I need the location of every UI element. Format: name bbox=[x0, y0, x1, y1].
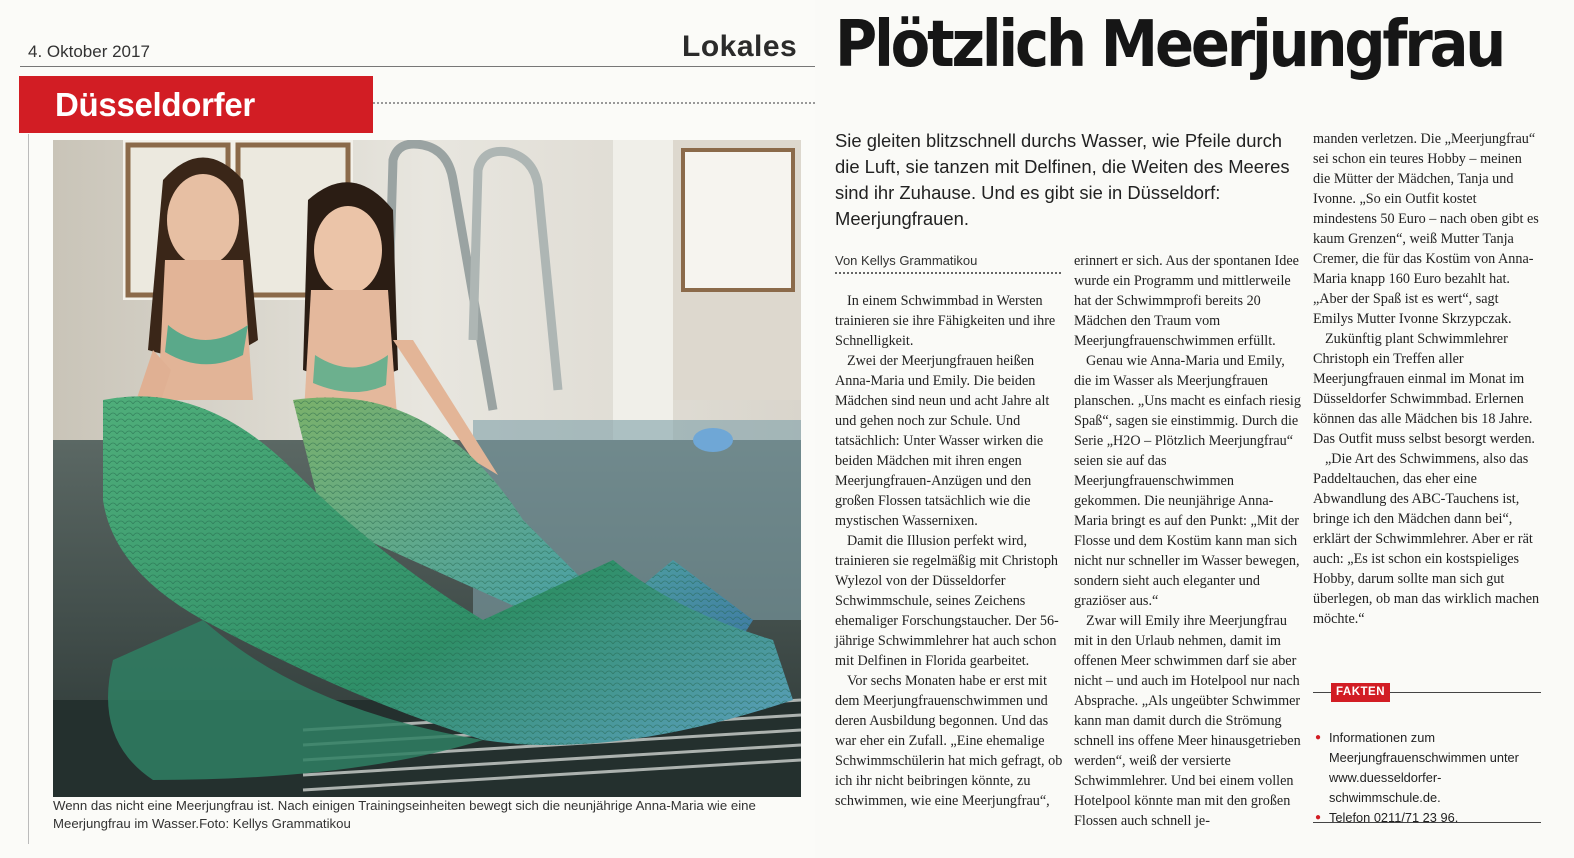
paragraph: Genau wie Anna-Maria und Emily, die im Wasser als Meerjungfrauen planschen. „Uns macht es einfach riesig Spaß“, sagen sie einstimmig. Durch die Serie „H2O – Plötzlich Meerjungfrau“ seien sie auf das Meerjungfrauenschwimmen gekommen. Die neunjährige Anna-Maria bringt es auf den Punkt: „Mit der Flosse und dem Kostüm kann man sich nicht nur schneller im Wasser bewegen, sondern sieht auch eleganter und graziöser aus.“ bbox=[1074, 353, 1301, 609]
article-lead: Sie gleiten blitzschnell durchs Wasser, wie Pfeile durch die Luft, sie tanzen mit Delfinen, die Weiten des Meeres sind ihr Zuhause. Und es gibt sie in Düsseldorf: Meerjungfrauen. bbox=[835, 130, 1290, 229]
paragraph: erinnert er sich. Aus der spontanen Idee wurde ein Programm und mittlerweile hat der Schwimmprofi bereits 20 Mädchen den Traum vom Meerjungfrauenschwimmen erfüllt. bbox=[1074, 253, 1299, 349]
article-photo bbox=[53, 140, 801, 797]
header-divider bbox=[20, 66, 815, 67]
paragraph: Vor sechs Monaten habe er erst mit dem Meerjungfrauenschwimmen und deren Ausbildung begonnen. Und das war eher ein Zufall. „Eine ehemalige Schwimmschülerin hat mich gefragt, ob ich ihr nicht beibringen könnte, zu schwimmen, wie eine Meerjungfrau“, bbox=[835, 673, 1063, 809]
article-column-2 bbox=[1074, 251, 1303, 831]
margin-rule bbox=[28, 134, 29, 844]
paragraph: manden verletzen. Die „Meerjungfrau“ sei schon ein teures Hobby – meinen die Mütter der Mädchen, Tanja und Ivonne. „So ein Outfit kostet mindestens 50 Euro – nach oben gibt es kaum Grenzen“, weiß Mutter Tanja Cremer, die für das Kostüm von Anna-Maria knapp 160 Euro bezahlt hat. „Aber der Spaß ist es wert“, sagt Emilys Mutter Ivonne Skrzypczak. bbox=[1313, 131, 1539, 327]
paragraph: Zwei der Meerjungfrauen heißen Anna-Maria und Emily. Die beiden Mädchen sind neun und acht Jahre alt und gehen noch zur Schule. Und tatsächlich: Unter Wasser wirken die beiden Mädchen mit ihren engen Meerjungfrauen-Anzügen und den großen Flossen tatsächlich wie die mystischen Wassernixen. bbox=[835, 353, 1050, 529]
paragraph: „Die Art des Schwimmens, also das Paddeltauchen, das eher eine Abwandlung des ABC-Tauchens ist, bringe ich den Mädchen dann bei“, erklärt der Schwimmlehrer. Aber er rät auch: „Es ist schon ein kostspieliges Hobby, darum sollte man sich gut überlegen, ob man das wirklich machen möchte.“ bbox=[1313, 451, 1540, 627]
paragraph: Zukünftig plant Schwimmlehrer Christoph ein Treffen aller Meerjungfrauen einmal im Monat im Düsseldorfer Schwimmbad. Erlernen können das alle Mädchen bis 18 Jahre. Das Outfit muss selbst besorgt werden. bbox=[1313, 331, 1535, 447]
masthead-dotted-rule bbox=[373, 102, 815, 104]
facts-label: FAKTEN bbox=[1331, 683, 1390, 702]
facts-item: ● Telefon 0211/71 23 96. bbox=[1315, 808, 1547, 828]
facts-item: ● Informationen zum Meerjungfrauenschwimmen unter www.duesseldorfer-schwimmschule.de. bbox=[1315, 728, 1547, 808]
right-page bbox=[815, 0, 1574, 858]
mermaid-girls-photo bbox=[53, 140, 801, 797]
facts-bottom-rule bbox=[1313, 822, 1541, 823]
facts-list bbox=[1315, 728, 1547, 828]
section-label: Lokales bbox=[682, 30, 798, 63]
paragraph: Zwar will Emily ihre Meerjungfrau mit in den Urlaub nehmen, damit im offenen Meer schwimmen darf sie aber nicht – und auch im Hotelpool nur nach Absprache. „Als ungeübter Schwimmer kann man damit durch die Strömung schnell ins offene Meer hinausgetrieben werden“, weiß der versierte Schwimmlehrer. Und bei einem vollen Hotelpool könnte man mit den großen Flossen auch schnell je- bbox=[1074, 613, 1301, 829]
paragraph: In einem Schwimmbad in Wersten trainieren sie ihre Fähigkeiten und ihre Schnelligkeit. bbox=[835, 293, 1056, 349]
newspaper-masthead: Düsseldorfer bbox=[19, 76, 373, 133]
paragraph: Damit die Illusion perfekt wird, trainieren sie regelmäßig mit Christoph Wylezol von der Düsseldorfer Schwimmschule, seines Zeichens ehemaliger Forschungstaucher. Der 56-jährige Schwimmlehrer hat auch schon mit Delfinen in Florida gearbeitet. bbox=[835, 533, 1059, 669]
photo-caption: Wenn das nicht eine Meerjungfrau ist. Nach einigen Trainingseinheiten bewegt sich die neunjährige Anna-Maria wie eine Meerjungfrau im Wasser.Foto: Kellys Grammatikou bbox=[53, 798, 756, 831]
article-column-1 bbox=[835, 291, 1063, 811]
issue-date: 4. Oktober 2017 bbox=[28, 42, 150, 61]
article-byline: Von Kellys Grammatikou bbox=[835, 253, 1061, 274]
article-column-3 bbox=[1313, 129, 1540, 629]
article-headline: Plötzlich Meerjungfrau bbox=[835, 8, 1504, 82]
